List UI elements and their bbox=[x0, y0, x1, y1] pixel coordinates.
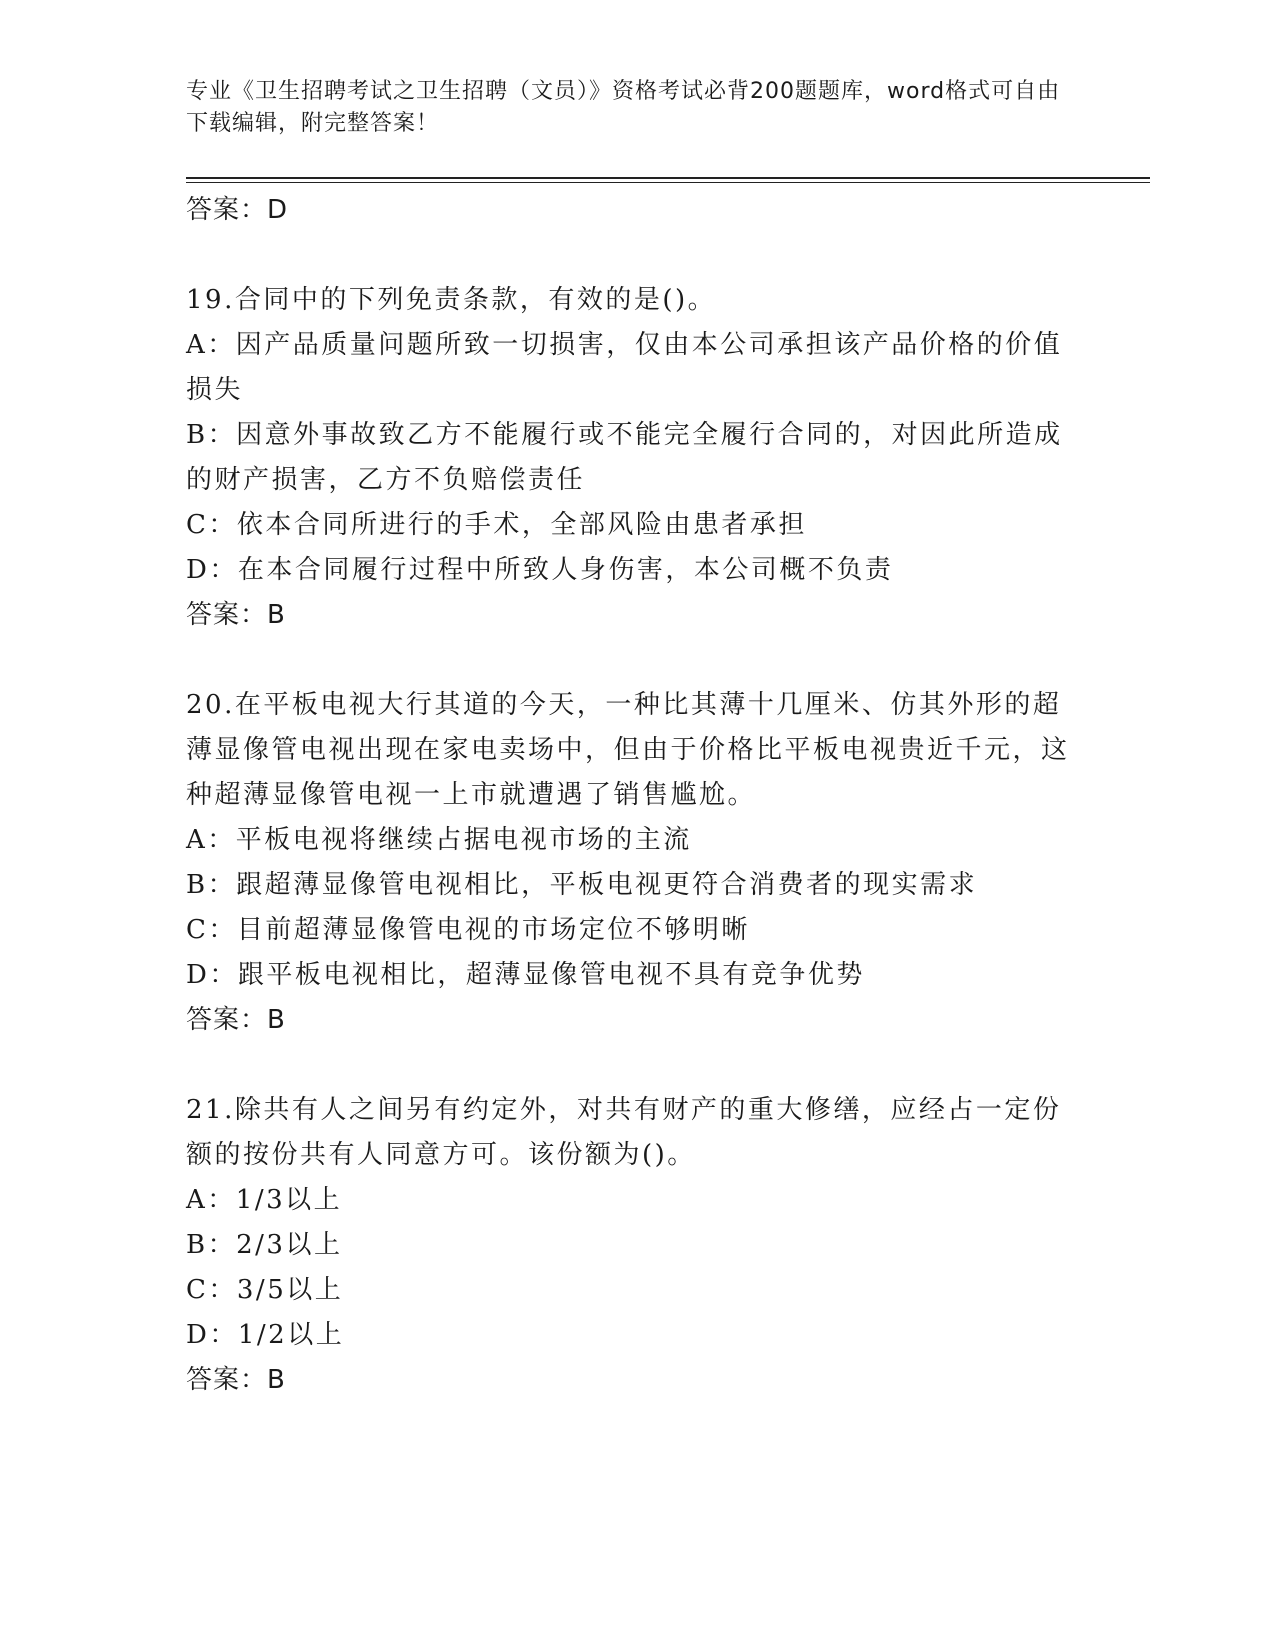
question-stem: 21.除共有人之间另有约定外，对共有财产的重大修缮，应经占一定份额的按份共有人同意方可。该份额为()。 bbox=[186, 1095, 1062, 1170]
option-b: B：因意外事故致乙方不能履行或不能完全履行合同的，对因此所造成的财产损害，乙方不负赔偿责任 bbox=[186, 420, 1063, 495]
question-19 bbox=[186, 278, 1086, 638]
option-c: C：3/5以上 bbox=[186, 1275, 344, 1305]
option-c: C：目前超薄显像管电视的市场定位不够明晰 bbox=[186, 915, 750, 945]
question-21 bbox=[186, 1088, 1086, 1403]
document-header: 专业《卫生招聘考试之卫生招聘（文员）》资格考试必背200题题库，word格式可自由下载编辑，附完整答案！ bbox=[186, 79, 1061, 136]
option-d: D：在本合同履行过程中所致人身伤害，本公司概不负责 bbox=[186, 555, 894, 585]
question-answer: 答案：B bbox=[186, 600, 286, 630]
option-a: A：1/3以上 bbox=[186, 1185, 343, 1215]
question-stem: 20.在平板电视大行其道的今天，一种比其薄十几厘米、仿其外形的超薄显像管电视出现在家电卖场中，但由于价格比平板电视贵近千元，这种超薄显像管电视一上市就遭遇了销售尴尬。 bbox=[186, 690, 1070, 810]
option-d: D：跟平板电视相比，超薄显像管电视不具有竞争优势 bbox=[186, 960, 865, 990]
header-divider-thick bbox=[186, 177, 1150, 179]
option-c: C：依本合同所进行的手术，全部风险由患者承担 bbox=[186, 510, 807, 540]
option-b: B：2/3以上 bbox=[186, 1230, 343, 1260]
option-a: A：因产品质量问题所致一切损害，仅由本公司承担该产品价格的价值损失 bbox=[186, 330, 1063, 405]
question-answer: 答案：B bbox=[186, 1365, 286, 1395]
option-d: D：1/2以上 bbox=[186, 1320, 345, 1350]
question-answer: 答案：B bbox=[186, 1005, 286, 1035]
question-stem: 19.合同中的下列免责条款，有效的是()。 bbox=[186, 285, 717, 315]
option-a: A：平板电视将继续占据电视市场的主流 bbox=[186, 825, 692, 855]
previous-answer: 答案：D bbox=[186, 195, 289, 225]
question-content bbox=[186, 188, 1086, 1403]
option-b: B：跟超薄显像管电视相比，平板电视更符合消费者的现实需求 bbox=[186, 870, 978, 900]
header-divider-thin bbox=[186, 182, 1150, 183]
question-20 bbox=[186, 683, 1086, 1043]
